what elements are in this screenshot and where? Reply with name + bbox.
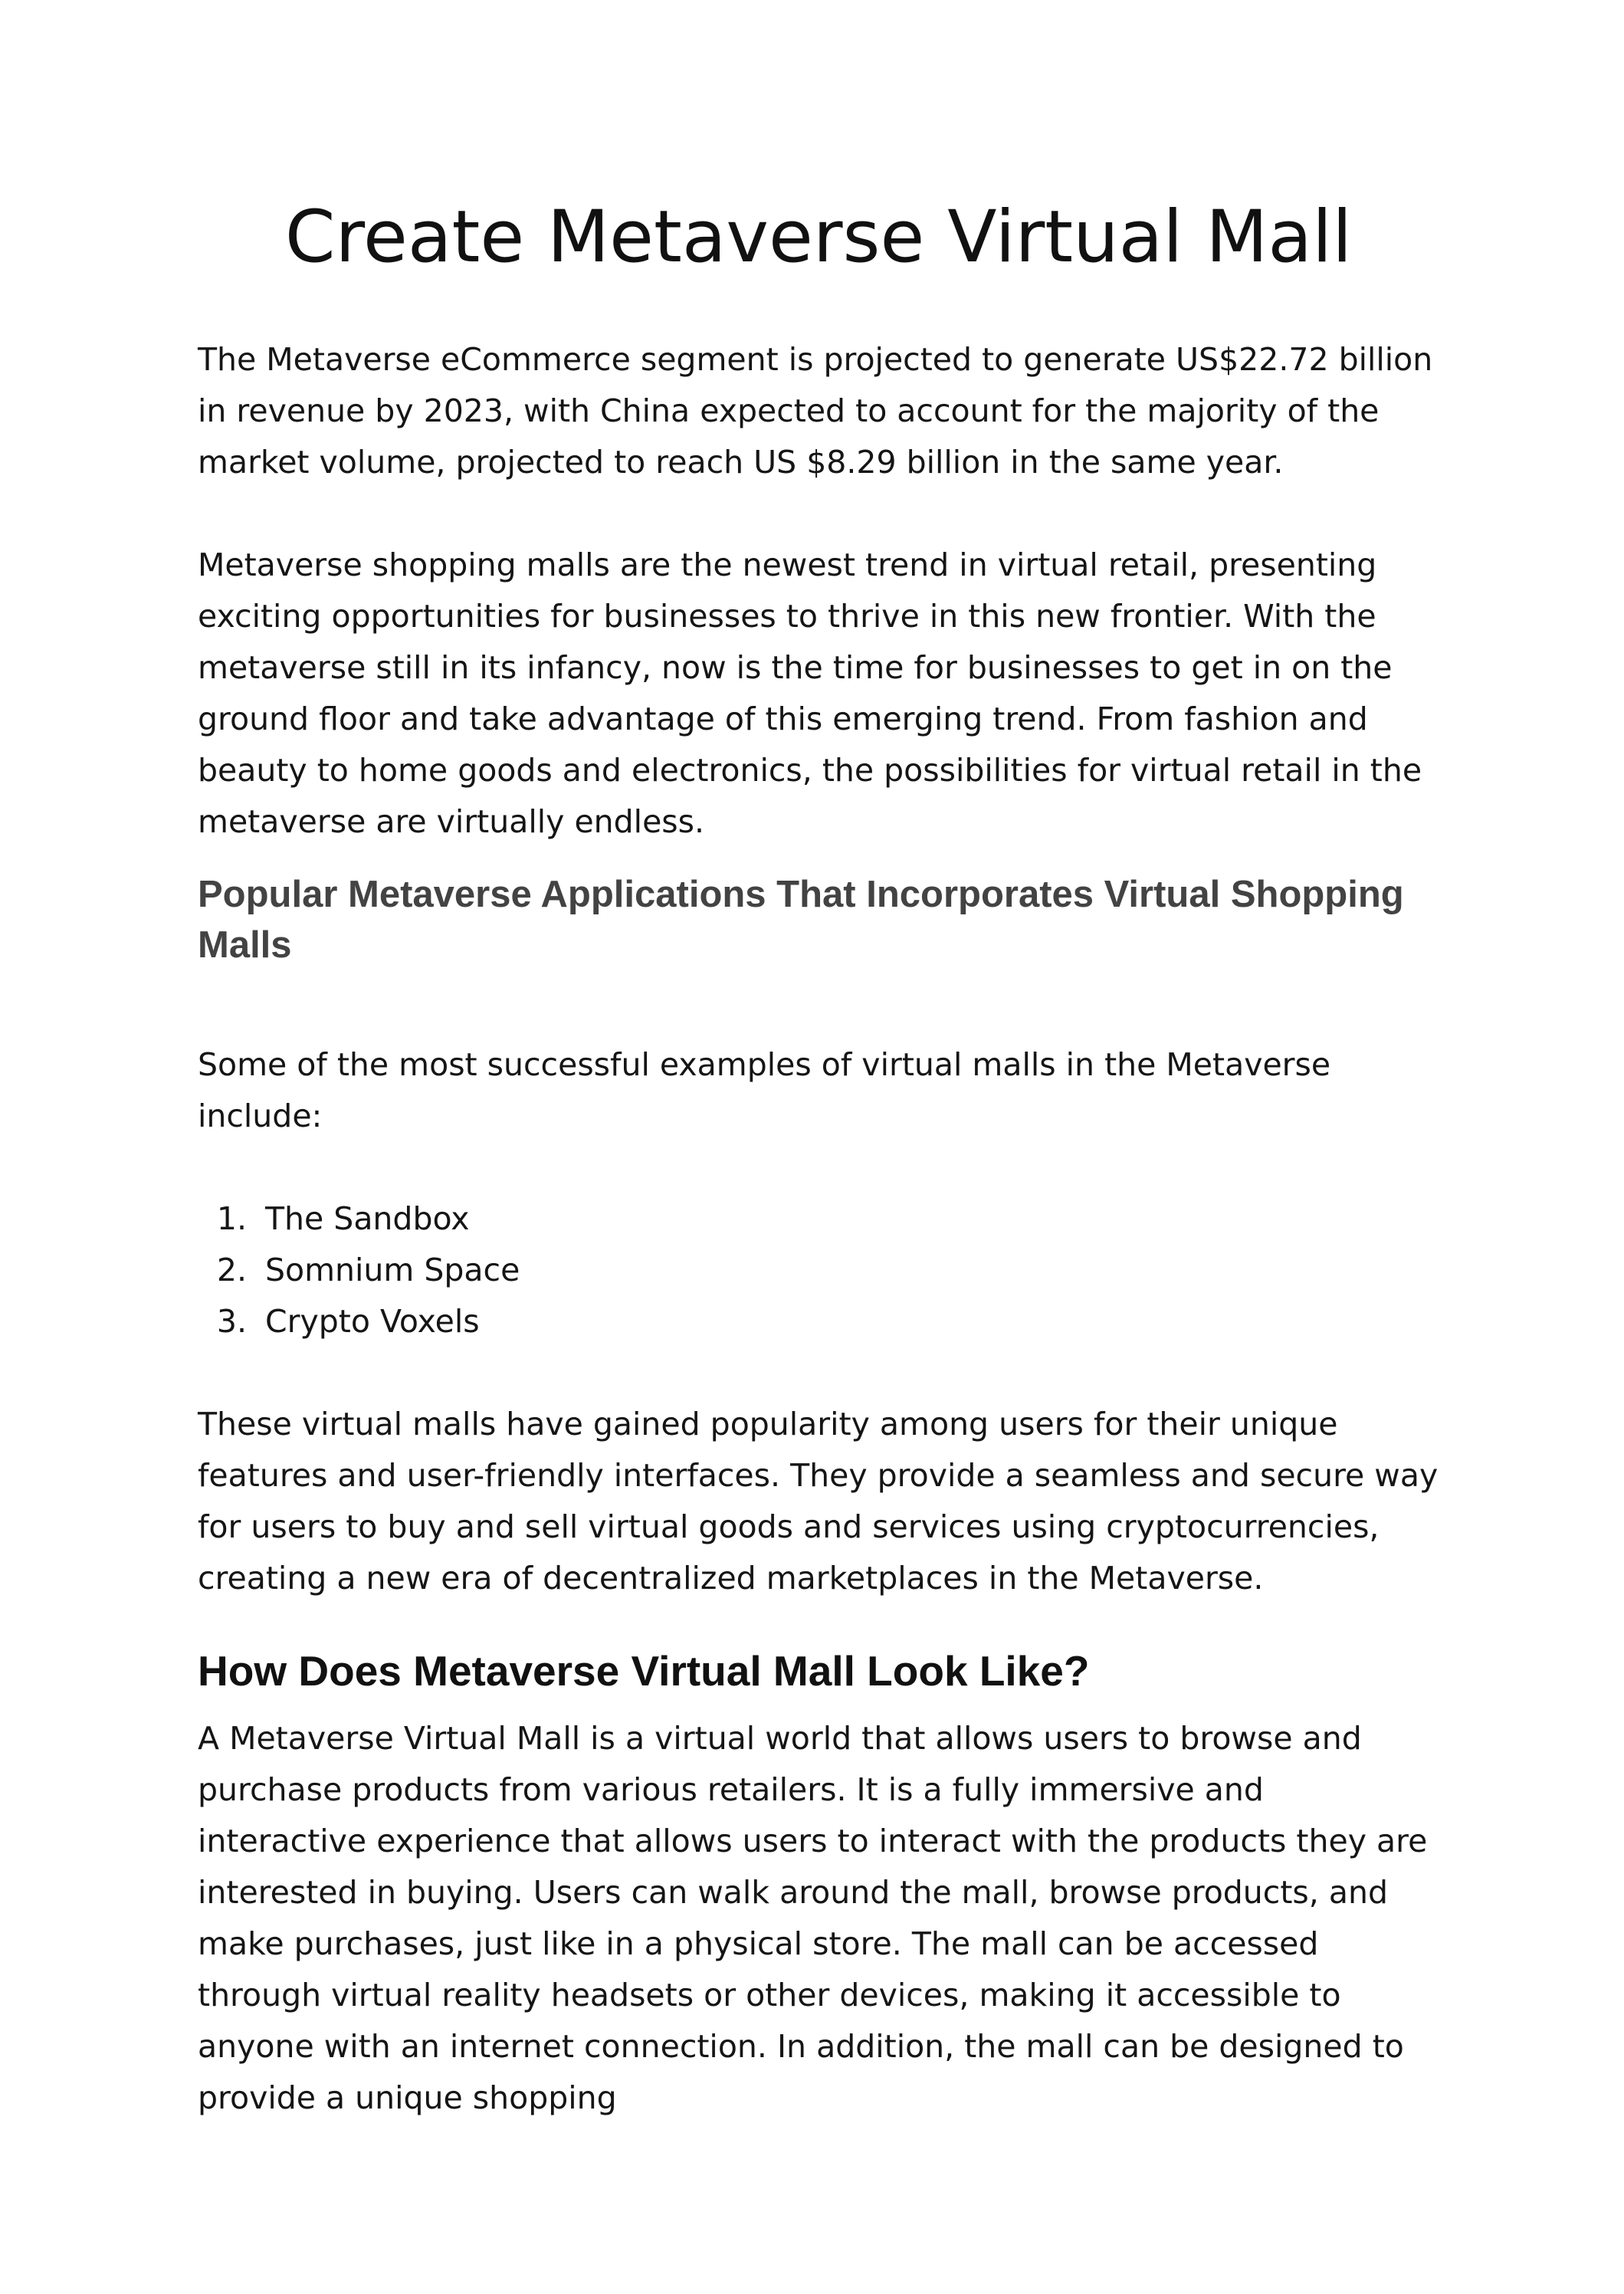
intro-paragraph: The Metaverse eCommerce segment is projected to generate US$22.72 billion in revenue by 2023, with China expected to account for the majority of the market volume, projected to reach US $8.29 billion in the same year. <box>198 341 1433 481</box>
popularity-paragraph: These virtual malls have gained popularity among users for their unique features and user-friendly interfaces. They provide a seamless and secure way for users to buy and sell virtual goods and services using cryptocurrencies, creating a new era of decentralized marketplaces in the Metaverse. <box>198 1406 1439 1597</box>
list-item-number: 3. <box>216 1303 247 1340</box>
document-content <box>198 192 1439 2124</box>
list-item-label: Crypto Voxels <box>265 1303 480 1340</box>
popular-apps-heading: Popular Metaverse Applications That Incorporates Virtual Shopping Malls <box>198 874 1404 966</box>
list-item-number: 1. <box>216 1200 247 1237</box>
list-item-number: 2. <box>216 1252 247 1288</box>
examples-list <box>198 1193 1439 1347</box>
list-item-label: Somnium Space <box>265 1252 520 1288</box>
look-like-heading: How Does Metaverse Virtual Mall Look Like? <box>198 1647 1090 1695</box>
section-spacer <box>198 848 1439 869</box>
list-item-label: The Sandbox <box>265 1200 470 1237</box>
list-item <box>198 1296 1439 1347</box>
look-paragraph: A Metaverse Virtual Mall is a virtual world that allows users to browse and purchase products from various retailers. It is a fully immersive and interactive experience that allows users to interact with the products they are interested in buying. Users can walk around the mall, browse products, and make purchases, just like in a physical store. The mall can be accessed through virtual reality headsets or other devices, making it accessible to anyone with an internet connection. In addition, the mall can be designed to provide a unique shopping <box>198 1720 1428 2116</box>
list-item <box>198 1245 1439 1296</box>
examples-intro-paragraph: Some of the most successful examples of virtual malls in the Metaverse include: <box>198 1046 1331 1134</box>
list-item <box>198 1193 1439 1245</box>
trend-paragraph: Metaverse shopping malls are the newest trend in virtual retail, presenting exciting opportunities for businesses to thrive in this new frontier. With the metaverse still in its infancy, now is the time for businesses to get in on the ground floor and take advantage of this emerging trend. From fashion and beauty to home goods and electronics, the possibilities for virtual retail in the metaverse are virtually endless. <box>198 546 1422 840</box>
document-title: Create Metaverse Virtual Mall <box>284 195 1353 279</box>
